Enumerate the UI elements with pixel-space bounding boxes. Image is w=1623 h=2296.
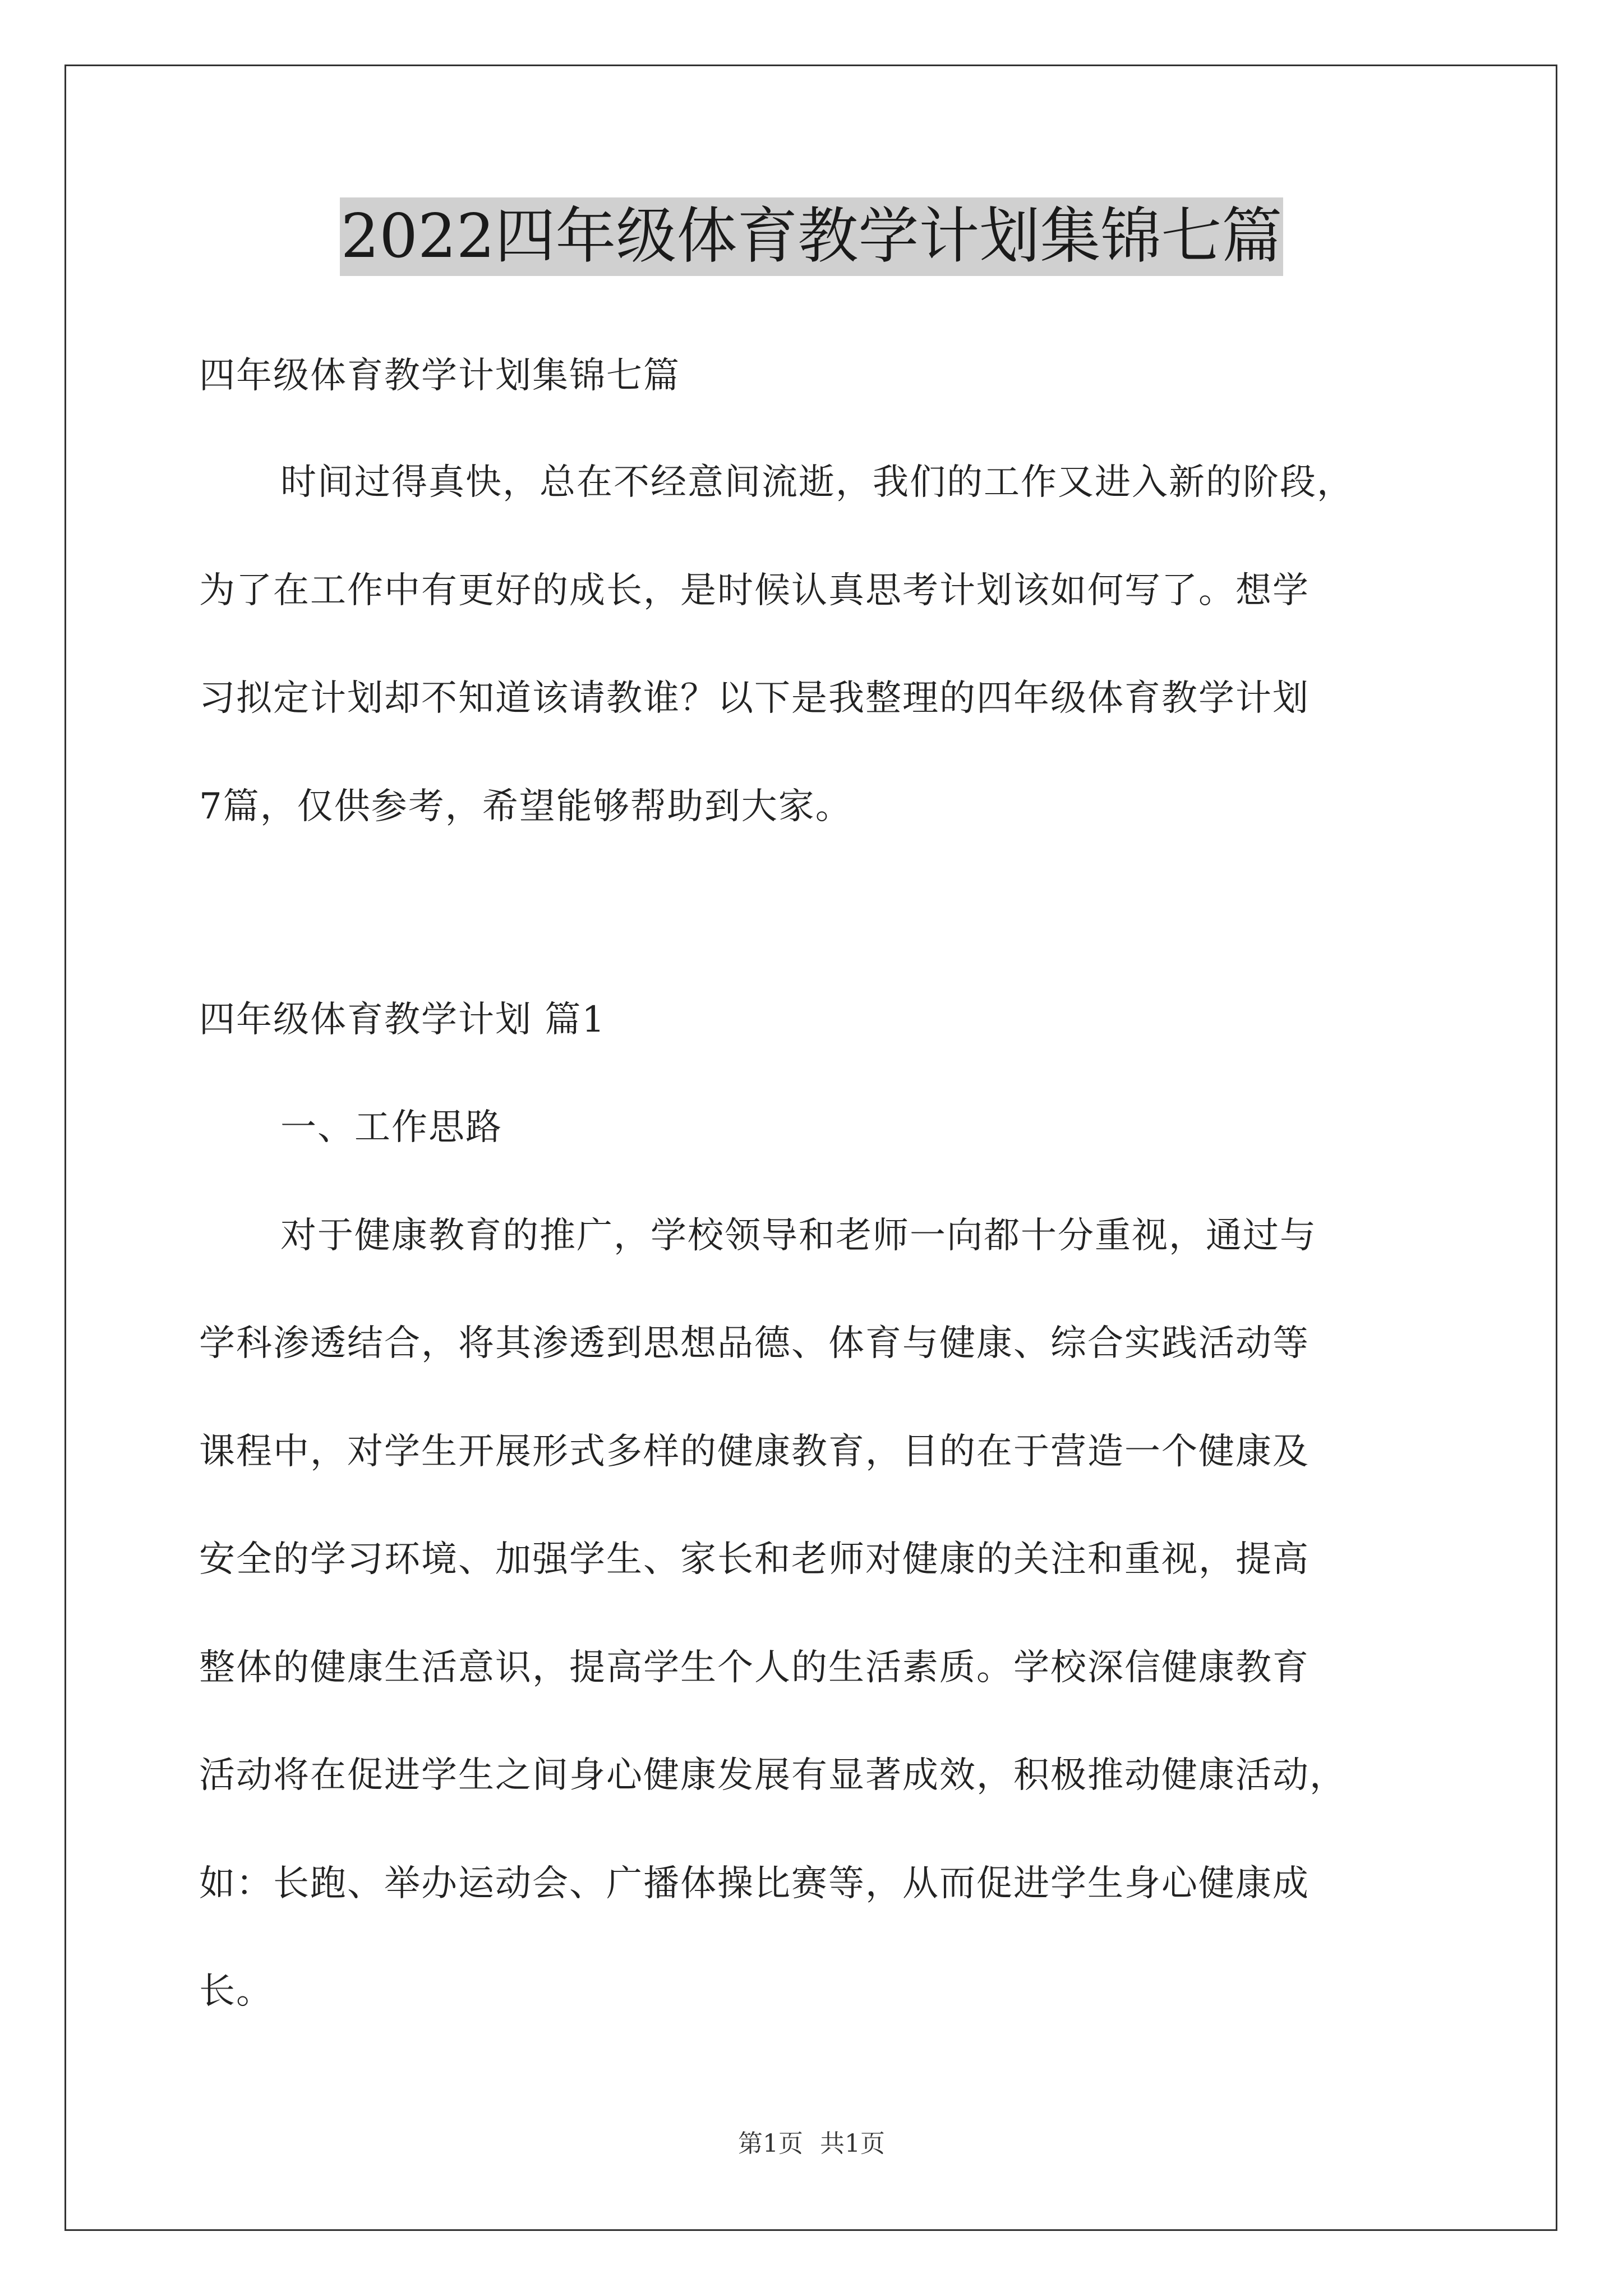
page-total: 共1页 <box>820 2129 885 2158</box>
intro-line: 时间过得真快，总在不经意间流逝，我们的工作又进入新的阶段， <box>280 462 1354 503</box>
document-title: 2022四年级体育教学计划集锦七篇 <box>340 197 1284 276</box>
intro-line: 7篇，仅供参考，希望能够帮助到大家。 <box>199 786 852 827</box>
page-number: 第1页 <box>738 2129 803 2158</box>
intro-line: 为了在工作中有更好的成长，是时候认真思考计划该如何写了。想学 <box>199 570 1310 611</box>
title-container <box>0 197 1623 276</box>
body-line: 课程中，对学生开展形式多样的健康教育，目的在于营造一个健康及 <box>199 1431 1310 1473</box>
body-line: 安全的学习环境、加强学生、家长和老师对健康的关注和重视，提高 <box>199 1539 1310 1580</box>
body-line: 如：长跑、举办运动会、广播体操比赛等，从而促进学生身心健康成 <box>199 1863 1310 1904</box>
body-line: 对于健康教育的推广，学校领导和老师一向都十分重视，通过与 <box>280 1215 1317 1257</box>
body-line: 学科渗透结合，将其渗透到思想品德、体育与健康、综合实践活动等 <box>199 1323 1310 1364</box>
sub-heading: 一、工作思路 <box>280 1107 502 1148</box>
page-footer <box>0 2127 1623 2161</box>
intro-line: 习拟定计划却不知道该请教谁？以下是我整理的四年级体育教学计划 <box>199 678 1310 719</box>
document-subtitle: 四年级体育教学计划集锦七篇 <box>199 355 680 397</box>
body-line: 活动将在促进学生之间身心健康发展有显著成效，积极推动健康活动， <box>199 1755 1347 1796</box>
section-heading: 四年级体育教学计划 篇1 <box>199 999 606 1041</box>
body-line: 长。 <box>199 1971 273 2012</box>
body-line: 整体的健康生活意识，提高学生个人的生活素质。学校深信健康教育 <box>199 1647 1310 1688</box>
